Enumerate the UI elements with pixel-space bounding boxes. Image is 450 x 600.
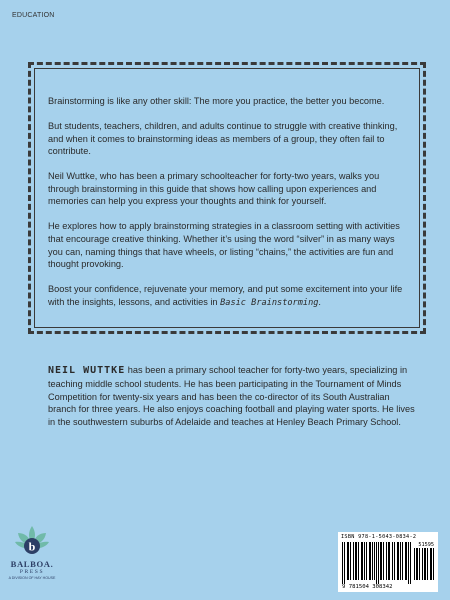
barcode-box [338,532,438,592]
publisher-logo [6,524,58,580]
barcode-price-code: 51595 [418,542,434,548]
author-bio [48,364,418,429]
blurb-text [48,95,410,322]
author-bio-text: has been a primary school teacher for forty-two years, specializing in teaching middle school students. He has been participating in the Tournament of Minds Competition for twenty-six years and has been the co-director of its South Australian branch for three years. He also enjoys coaching football and playing water sports. He lives in the southwestern suburbs of Adelaide and teaches at Henley Beach Primary School. [48,365,415,428]
blurb-paragraph-5-end: . [318,296,321,307]
blurb-paragraph-5-text: Boost your confidence, rejuvenate your memory, and put some excitement into your life with the insights, lessons, and activities in [48,284,403,307]
barcode-number: 9 781504 308342 [342,584,393,590]
isbn-text: ISBN 978-1-5043-0834-2 [341,534,417,540]
publisher-name: BALBOA. [10,559,54,569]
publisher-press: PRESS [19,569,45,575]
blurb-paragraph-3: Neil Wuttke, who has been a primary schoolteacher for forty-two years, walks you through brainstorming in this guide that shows how calling upon experiences and memories can help you express your thoughts and think for yourself. [48,171,380,207]
balboa-lotus-logo-icon [13,524,51,560]
publisher-division: A DIVISION OF HAY HOUSE [8,576,56,580]
barcode-icon [338,532,438,592]
blurb-paragraph-4: He explores how to apply brainstorming strategies in a classroom setting with activities that encourage creative thinking. Whether it’s using the word “silver” in as many ways you can, naming things that have wheels, or listing “chains,” the activities are fun and thought provoking. [48,221,400,270]
blurb-paragraph-5 [48,283,410,309]
blurb-paragraph-1: Brainstorming is like any other skill: The more you practice, the better you become. [48,96,385,106]
category-label: EDUCATION [12,12,55,19]
blurb-paragraph-2: But students, teachers, children, and adults continue to struggle with creative thinking, and when it comes to brainstorming ideas as members of a group, they often fail to contribute. [48,120,398,157]
book-title-inline: Basic Brainstorming [220,297,319,308]
author-name: NEIL WUTTKE [48,365,126,376]
svg-text:b: b [28,539,36,554]
